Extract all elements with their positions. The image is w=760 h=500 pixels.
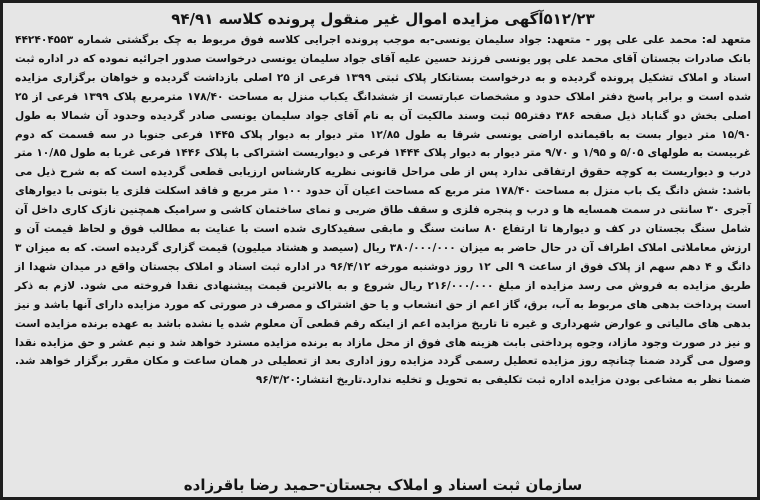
auction-notice: [15, 7, 751, 497]
notice-title: ۵۱۲/۲۳آگهی مزایده اموال غیر منقول پرونده کلاسه ۹۴/۹۱: [171, 10, 595, 28]
notice-body: متعهد له: محمد علی علی پور - متعهد: جواد سلیمان یونسی-به موجب پرونده اجرایی کلاسه فوق مربوط به چک برگشتی شماره ۴۴۲۴۰۴۵۵۳ بانک صادرات بجستان آقای محمد علی پور یونسی فرزند حسین علیه آقای جواد سلیمان یونسی درخواست صدور اجرائیه نموده که در اداره ثبت اسناد و املاک تشکیل پرونده گردیده و به درخواست بستانکار پلاک ثبتی ۱۳۹۹ فرعی از ۲۵ اصلی بازداشت گردیده و خواهان برگزاری مزایده شده است و برابر پاسخ دفتر املاک حدود و مشخصات عبارتست از ششدانگ یکباب منزل به مساحت ۱۷۸/۴۰ مترمربع پلاک ۱۳۹۹ فرعی از ۲۵ اصلی بخش دو گناباد ذیل صفحه ۳۸۶ دفتر۵۵ ثبت وسند مالکیت آن به نام آقای جواد سلیمان یونسی صادر گردیده وحدود آن شمالا به طول ۱۵/۹۰ متر دیوار بست به باقیمانده اراضی یونسی شرقا به طول ۱۲/۸۵ متر دیوار به دیوار پلاک ۱۴۴۵ فرعی جنوبا در سه قسمت که دوم غربیست به طولهای ۵/۰۵ و ۱/۹۵ و ۹/۷۰ متر دیوار به دیوار پلاک ۱۴۴۴ فرعی و دیواریست اشتراکی با پلاک ۱۴۴۶ فرعی غربا به طول ۱۰/۸۵ متر درب و دیواریست به کوچه حقوق ارتفاقی ندارد پس از طی مراحل قانونی نظریه کارشناس ارزیابی قطعی گردیده است که به شرح ذیل می باشد: شش دانگ یک باب منزل به مساحت ۱۷۸/۴۰ متر مربع که مساحت اعیان آن حدود ۱۰۰ متر مربع و فاقد اسکلت فلزی یا بتونی با دیوارهای آجری ۳۰ سانتی در سمت همسایه ها و درب و پنجره فلزی و سقف طاق ضربی و نمای ساختمان کاشی و سرامیک همچنین نازک کاری داخل آن شامل سنگ بجستان در کف و دیوارها تا ارتفاع ۸۰ سانت سنگ و مابقی سفیدکاری شده است با عنایت به مطالب فوق و لحاظ قیمت آن و ارزش معاملاتی املاک اطراف آن در حال حاضر به میزان ۳۸۰/۰۰۰/۰۰۰ ریال (سیصد و هشتاد میلیون) قیمت گزاری گردیده است. که به میزان ۳ دانگ و ۴ دهم سهم از پلاک فوق از ساعت ۹ الی ۱۲ روز دوشنبه مورخه ۹۶/۴/۱۲ در اداره ثبت اسناد و املاک بجستان واقع در میدان شهدا از طریق مزایده به فروش می رسد مزایده از مبلغ ۲۱۶/۰۰۰/۰۰۰ ریال شروع و به بالاترین قیمت پیشنهادی نقدا فروخته می شود. لازم به ذکر است پرداخت بدهی های مربوط به آب، برق، گاز اعم از حق انشعاب و یا حق اشتراک و مصرف در صورتی که مورد مزایده دارای آنها باشد و نیز بدهی های مالیاتی و عوارض شهرداری و غیره تا تاریخ مزایده اعم از اینکه رقم قطعی آن معلوم شده یا نشده باشد به عهده برنده مزایده است و نیز در صورت وجود مازاد، وجوه پرداختی بابت هزینه های فوق از محل مازاد به برنده مزایده مسترد خواهد شد و نیم عشر و حق مزایده نقدا وصول می گردد ضمنا چنانچه روز مزایده تعطیل رسمی گردد مزایده روز اداری بعد از تعطیلی در همان ساعت و مکان مقرر برگزار خواهد شد. ضمنا نظر به مشاعی بودن مزایده اداره ثبت تکلیفی به تحویل و تخلیه ندارد.تاریخ انتشار:۹۶/۳/۲۰: [15, 34, 752, 387]
notice-signature: سازمان ثبت اسناد و املاک بجستان-حمید رضا باقرزاده: [183, 476, 583, 494]
